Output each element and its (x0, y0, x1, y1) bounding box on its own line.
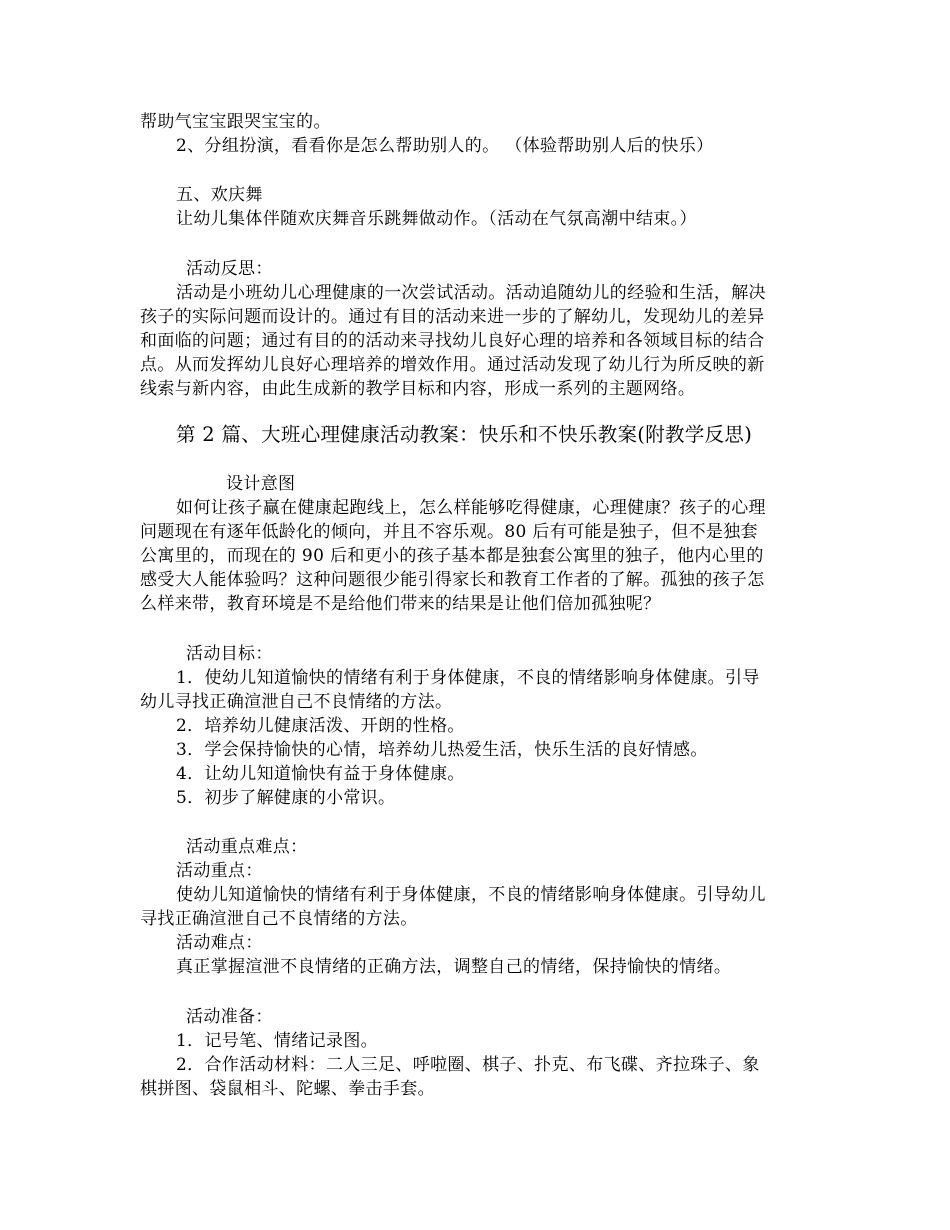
paragraph-continuation: 帮助气宝宝跟哭宝宝的。 (140, 112, 331, 132)
preparation-2-line-1: 2．合作活动材料：二人三足、呼啦圈、棋子、扑克、布飞碟、齐拉珠子、象 (176, 1055, 760, 1075)
key-point-line-1: 使幼儿知道愉快的情绪有利于身体健康，不良的情绪影响身体健康。引导幼儿 (176, 885, 766, 905)
goal-3: 3．学会保持愉快的心情，培养幼儿热爱生活，快乐生活的良好情感。 (176, 740, 708, 760)
preparation-1: 1．记号笔、情绪记录图。 (176, 1031, 379, 1051)
goal-4: 4．让幼儿知道愉快有益于身体健康。 (176, 764, 465, 784)
difficulty-label: 活动难点： (176, 933, 263, 953)
design-intent-title: 设计意图 (226, 474, 296, 494)
key-point-line-2: 寻找正确渲泄自己不良情绪的方法。 (140, 909, 418, 929)
reflection-line: 线索与新内容，由此生成新的教学目标和内容，形成一系列的主题网络。 (140, 379, 696, 399)
step-2-text: 2、分组扮演，看看你是怎么帮助别人的。 （体验帮助别人后的快乐） (176, 136, 714, 156)
reflection-line: 孩子的实际问题而设计的。通过有目的活动来进一步的了解幼儿，发现幼儿的差异 (140, 307, 765, 327)
design-intent-line: 公寓里的，而现在的 90 后和更小的孩子基本都是独套公寓里的独子，他内心里的 (140, 546, 764, 566)
goal-5: 5．初步了解健康的小常识。 (176, 788, 396, 808)
preparation-2-line-2: 棋拼图、袋鼠相斗、陀螺、拳击手套。 (140, 1079, 435, 1099)
reflection-line: 和面临的问题；通过有目的的活动来寻找幼儿良好心理的培养和各领域目标的结合 (140, 331, 765, 351)
goal-2: 2．培养幼儿健康活泼、开朗的性格。 (176, 716, 465, 736)
key-difficulty-title: 活动重点难点： (186, 837, 308, 857)
key-point-label: 活动重点： (176, 861, 263, 881)
reflection-title: 活动反思： (186, 259, 273, 279)
design-intent-line: 如何让孩子赢在健康起跑线上，怎么样能够吃得健康，心理健康？孩子的心理 (176, 498, 766, 518)
goal-1-line-1: 1．使幼儿知道愉快的情绪有利于身体健康，不良的情绪影响身体健康。引导 (176, 668, 760, 688)
goals-title: 活动目标： (186, 644, 273, 664)
goal-1-line-2: 幼儿寻找正确渲泄自己不良情绪的方法。 (140, 692, 453, 712)
preparation-title: 活动准备： (186, 1007, 273, 1027)
reflection-line: 点。从而发挥幼儿良好心理培养的增效作用。通过活动发现了幼儿行为所反映的新 (140, 355, 765, 375)
difficulty-text: 真正掌握渲泄不良情绪的正确方法，调整自己的情绪，保持愉快的情绪。 (176, 957, 732, 977)
design-intent-line: 感受大人能体验吗？这种问题很少能引得家长和教育工作者的了解。孤独的孩子怎 (140, 570, 765, 590)
article-title: 第 2 篇、大班心理健康活动教案：快乐和不快乐教案(附教学反思) (176, 423, 753, 446)
part-5-text: 让幼儿集体伴随欢庆舞音乐跳舞做动作。（活动在气氛高潮中结束。） (176, 209, 697, 229)
part-5-title: 五、欢庆舞 (176, 185, 263, 205)
design-intent-line: 么样来带，教育环境是不是给他们带来的结果是让他们倍加孤独呢？ (140, 594, 661, 614)
design-intent-line: 问题现在有逐年低龄化的倾向，并且不容乐观。80 后有可能是独子，但不是独套 (140, 522, 758, 542)
reflection-line: 活动是小班幼儿心理健康的一次尝试活动。活动追随幼儿的经验和生活，解决 (176, 283, 766, 303)
